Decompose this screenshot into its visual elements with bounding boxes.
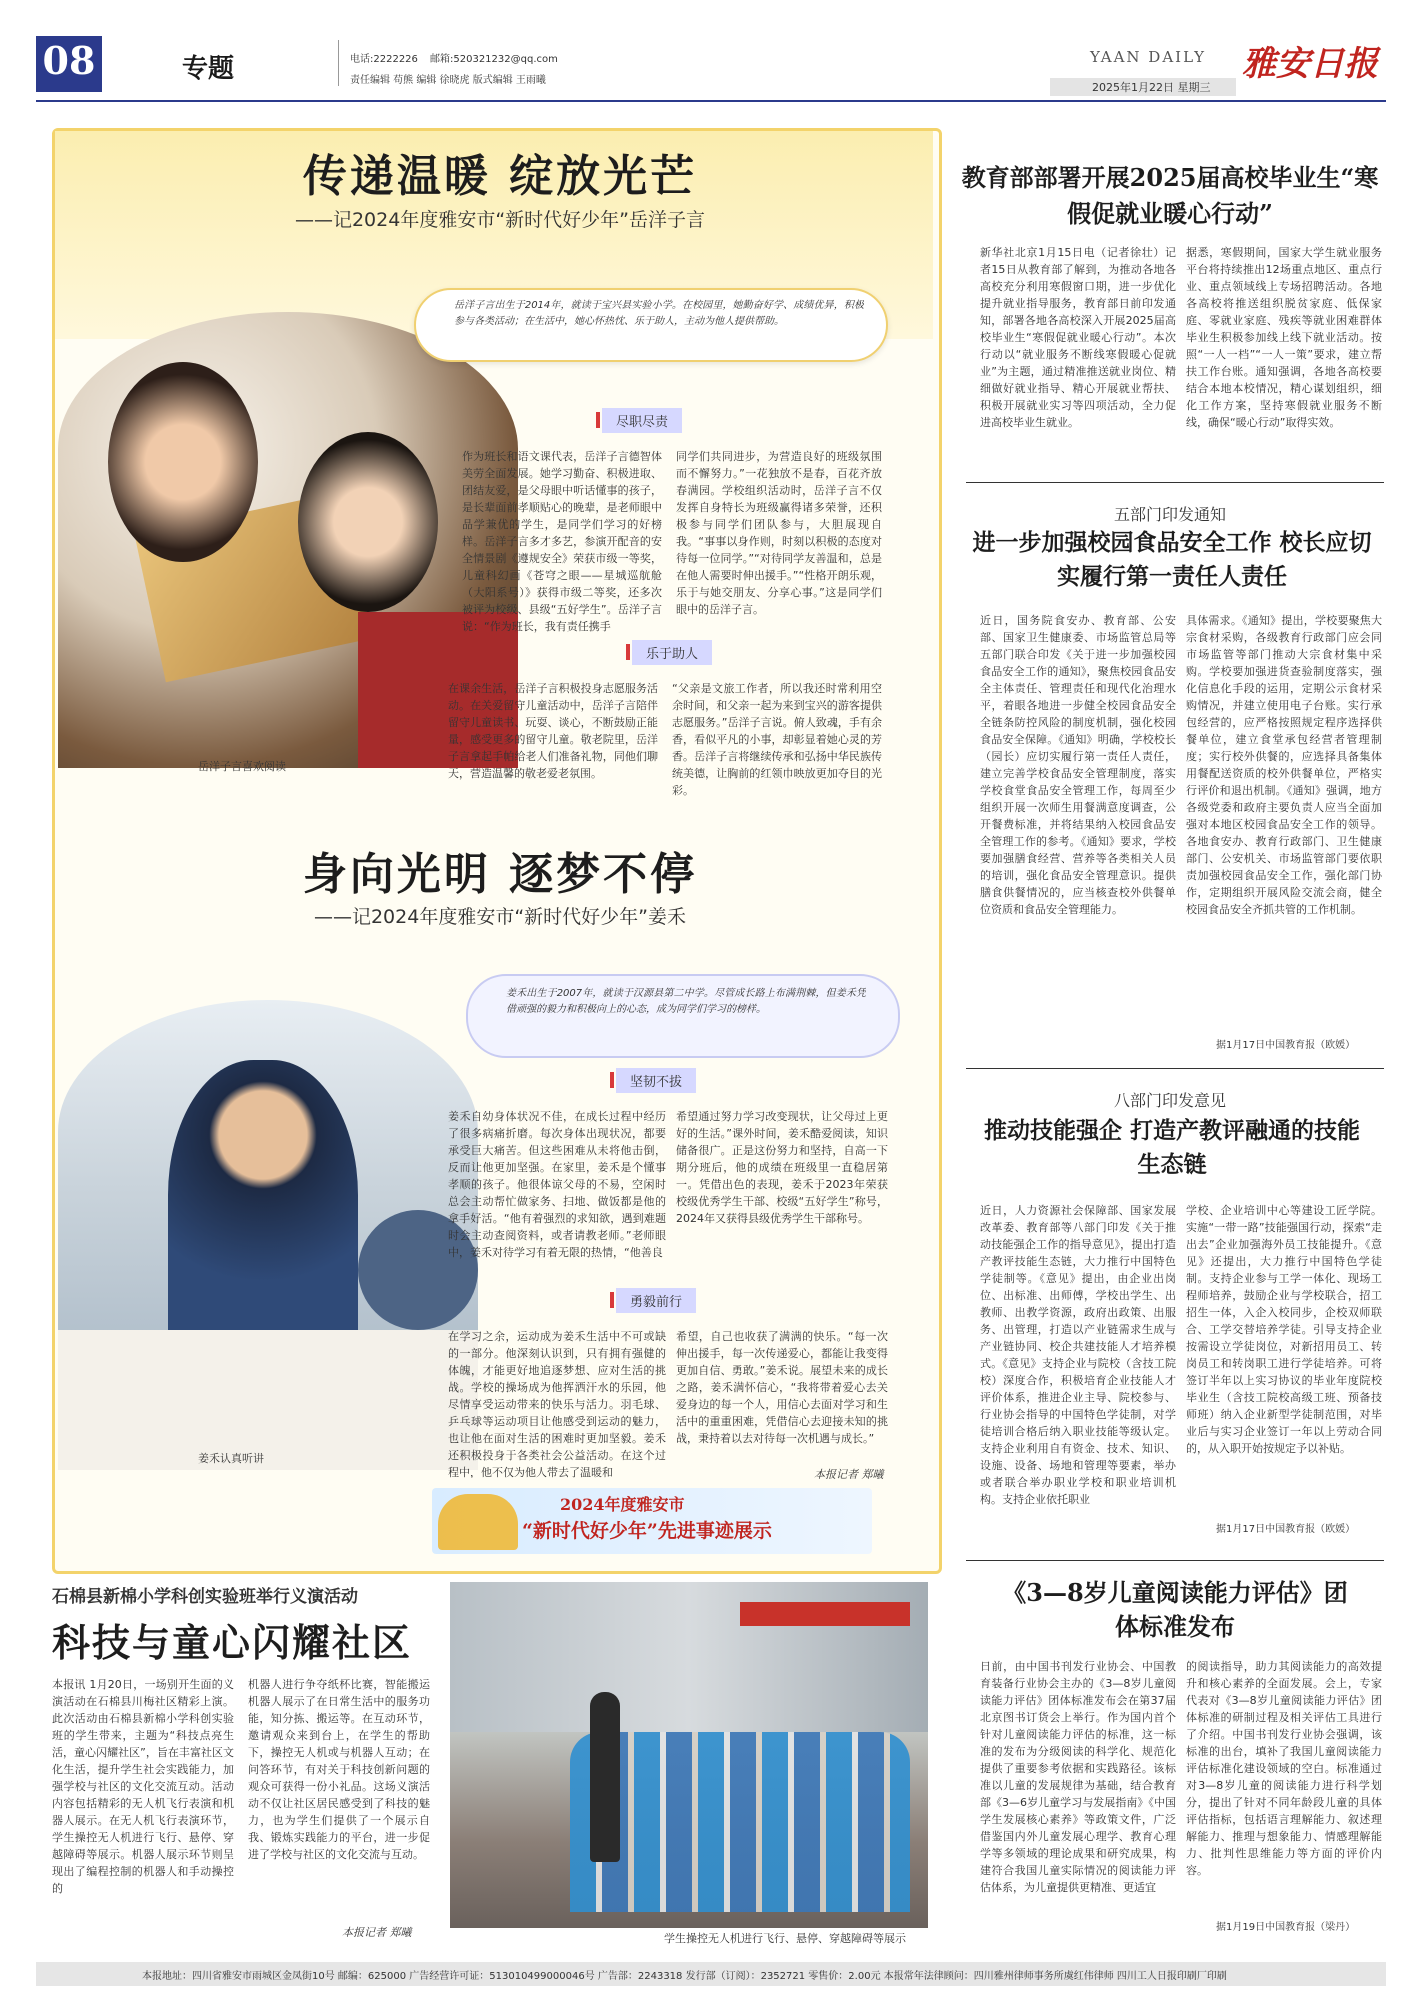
story1-intro: 岳洋子言出生于2014年，就读于宝兴县实验小学。在校园里，她勤奋好学、成绩优异，积极参与各类活动；在生活中，她心怀热忱、乐于助人，主动为他人提供帮助。	[454, 300, 864, 327]
children-group	[570, 1732, 910, 1912]
desk-shape	[58, 1330, 478, 1470]
issue-date: 2025年1月22日 星期三	[1092, 81, 1211, 94]
masthead-rule	[36, 100, 1386, 102]
contact-phone: 电话:2222226	[350, 54, 418, 65]
section-name: 专题	[182, 54, 235, 84]
story1-title: 传递温暖 绽放光芒	[302, 151, 698, 202]
story2-label-perseverance: 坚韧不拔	[616, 1068, 696, 1093]
bottom-photo	[450, 1582, 928, 1928]
page-number: 08	[42, 38, 96, 83]
banner-line1: 2024年度雅安市	[560, 1495, 685, 1514]
a3-body-right: 学校、企业培训中心等建设工匠学院。实施“一带一路”技能强国行动，探索“走出去”企业加强海外员工技能提升。《意见》还提出，大力推行中国特色学徒制。支持企业参与工学一体化、现场工程师培养，鼓励企业与学校联合，招工招生一体，入企入校同步，企校双师联合、工学交替培养学徒。引导支持企业按需设立学徒岗位，对新招用员工、转岗员工和转岗职工进行学徒培养。可将签订半年以上实习协议的毕业年度院校毕业生（含技工院校高级工班、预备技师班）纳入企业新型学徒制范围，对毕业后与实习企业签订一年以上劳动合同的，从入职开始按规定予以补贴。	[1186, 1204, 1382, 1455]
figure-adult	[108, 362, 258, 562]
a2-rule	[966, 1068, 1384, 1069]
story2-text-col4: 希望，自己也收获了满满的快乐。“每一次伸出援手，每一次传递爱心，都能让我变得更加自信、勇敢。”姜禾说。展望未来的成长之路，姜禾满怀信心，“我将带着爱心去关爱身边的每一个人，用信心去面对学习和生活中的重重困难，凭借信心去迎接未知的挑战，秉持着以去对待每一次机遇与成长。”	[676, 1330, 888, 1445]
story2-photo	[58, 1000, 478, 1470]
contact-email: 邮箱:520321232@qq.com	[430, 54, 558, 65]
a2-body-left: 近日，国务院食安办、教育部、公安部、国家卫生健康委、市场监管总局等五部门联合印发《关于进一步加强校园食品安全工作的通知》，聚焦校园食品安全主体责任、管理责任和现代化治理水平，着眼各地进一步健全校园食品安全全链条防控风险的制度机制，强化校园食品安全保障。《通知》明确，学校校长（园长）应切实履行第一责任人责任，建立完善学校食品安全管理制度，落实学校食堂食品安全管理工作，每周至少组织开展一次师生用餐满意度调查，公开餐费标准，并将结果纳入校园食品安全管理工作的参考。《通知》要求，学校要加强膳食经营、营养等各类相关人员的培训，强化食品安全管理意识。提供膳食供餐情况的，应当核查校外供餐单位资质和食品安全管理能力。	[980, 614, 1176, 916]
a2-kicker: 五部门印发通知	[1113, 505, 1226, 524]
a2-title: 进一步加强校园食品安全工作 校长应切实履行第一责任人责任	[972, 529, 1372, 590]
bottom-body-left: 本报讯 1月20日，一场别开生面的义演活动在石棉县川梅社区精彩上演。此次活动由石棉县新棉小学科创实验班的学生带来，主题为“科技点亮生活，童心闪耀社区”，旨在丰富社区文化生活，提升学生社会实践能力，加强学校与社区的文化交流互动。活动内容包括精彩的无人机飞行表演和机器人展示。在无人机飞行表演环节，学生操控无人机进行飞行、悬停、穿越障碍等展示。机器人展示环节则呈现出了编程控制的机器人和手动操控的	[52, 1678, 234, 1895]
banner-line2: “新时代好少年”先进事迹展示	[522, 1520, 772, 1542]
a3-body-left: 近日，人力资源社会保障部、国家发展改革委、教育部等八部门印发《关于推动技能强企工作的指导意见》，提出打造产教评技能生态链，大力推行中国特色学徒制等。《意见》提出，由企业出岗位、出标准、出师傅，学校出学生、出教师、出教学资源，政府出政策、出服务、出管理，打造以产业链需求生成与产业链协同、校企共建技能人才培养模式。《意见》支持企业与院校（含技工院校）深度合作，积极培育企业技能人才评价体系，推进企业主导、院校参与、行业协会指导的中国特色学徒制，对学徒培训合格后纳入职业技能等级认定。支持企业利用自有资金、技术、知识、设施、设备、场地和管理等要素，举办或者联合举办职业学校和职业培训机构。支持企业依托职业	[980, 1204, 1176, 1506]
bottom-title: 科技与童心闪耀社区	[52, 1620, 413, 1665]
a1-title: 教育部部署开展2025届高校毕业生“寒假促就业暖心行动”	[961, 163, 1379, 228]
story1-text-col1: 作为班长和语文课代表，岳洋子言德智体美劳全面发展。她学习勤奋、积极进取、团结友爱，是父母眼中听话懂事的孩子，是长辈面前孝顺贴心的晚辈，是老师眼中品学兼优的学生，是同学们学习的好榜样。岳洋子言多才多艺，参演开配音的安全情景剧《遵规安全》荣获市级一等奖，儿童科幻画《苍穹之眼——星城巡航舱（大阳系号）》获得市级二等奖，还多次被评为校级、县级“五好学生”。岳洋子言说：“作为班长，我有责任携手	[462, 450, 662, 633]
bottom-body-right: 机器人进行争夺纸杯比赛，智能搬运机器人展示了在日常生活中的服务功能，知分拣、搬运等。在互动环节，邀请观众来到台上，在学生的帮助下，操控无人机或与机器人互动；在问答环节，有对关于科技创新问题的观众可获得一份小礼品。这场义演活动不仅让社区居民感受到了科技的魅力，也为学生们提供了一个展示自我、锻炼实践能力的平台，进一步促进了学校与社区的文化交流与互动。	[248, 1678, 430, 1861]
red-banner-shape	[740, 1602, 910, 1626]
bottom-byline: 本报记者 郑曦	[342, 1926, 412, 1939]
a1-rule	[966, 482, 1384, 483]
a4-body-right: 的阅读指导，助力其阅读能力的高效提升和核心素养的全面发展。会上，专家代表对《3—8岁儿童阅读能力评估》团体标准的研制过程及相关评估工具进行了介绍。中国书刊发行业协会强调，该标准的出台，填补了我国儿童阅读能力评估标准化建设领域的空白。标准通过对3—8岁儿童的阅读能力进行科学划分，提出了针对不同年龄段儿童的具体评估指标，包括语言理解能力、叙述理解能力、推理与想象能力、情感理解能力、批判性思维能力等方面的评价内容。	[1186, 1660, 1382, 1877]
a4-body-left: 日前，由中国书刊发行业协会、中国教育装备行业协会主办的《3—8岁儿童阅读能力评估》团体标准发布会在第37届北京图书订货会上举行。作为国内首个针对儿童阅读能力评估的标准，这一标准的发布为分级阅读的科学化、规范化提供了重要参考依据和实践路径。该标准以儿童的发展规律为基础，结合教育部《3—6岁儿童学习与发展指南》《中国学生发展核心素养》等政策文件，广泛借鉴国内外儿童发展心理学、教育心理学等多领域的理论成果和研究成果，构建符合我国儿童实际情况的阅读能力评估体系，为儿童提供更精准、更适宜	[980, 1660, 1176, 1894]
student-figure	[168, 1060, 358, 1360]
story2-text-col1: 姜禾自幼身体状况不佳，在成长过程中经历了很多病痛折磨。每次身体出现状况，都要承受巨大痛苦。但这些困难从未将他击倒，反而让他更加坚强。在家里，姜禾是个懂事孝顺的孩子。他很体谅父母的不易，空闲时总会主动帮忙做家务、扫地、做饭都是他的拿手好活。“他有着强烈的求知欲，遇到难题时会主动查阅资料，或者请教老师。”老师眼中，姜禾对待学习有着无限的热情，“他善良	[448, 1110, 666, 1259]
story1-label-helpful: 乐于助人	[632, 640, 712, 665]
story1-label-responsible: 尽职尽责	[602, 408, 682, 433]
bottom-kicker: 石棉县新棉小学科创实验班举行义演活动	[52, 1587, 358, 1607]
paper-name-en: YAAN DAILY	[1090, 48, 1206, 66]
story2-intro: 姜禾出生于2007年，就读于汉源县第二中学。尽管成长路上布满荆棘，但姜禾凭借顽强的毅力和积极向上的心态，成为同学们学习的榜样。	[506, 988, 866, 1015]
a4-source: 据1月19日中国教育报（梁丹）	[1216, 1922, 1356, 1933]
footer-text: 本报地址：四川省雅安市雨城区金凤街10号 邮编：625000 广告经营许可证：513010499000046号 广告部：2243318 发行部（订阅）：2352721 零售价：2.00元 本报常年法律顾问：四川雅州律师事务所虞红伟律师 四川工人日报印刷厂印刷	[142, 1971, 1227, 1982]
story2-label-forward: 勇毅前行	[616, 1288, 696, 1313]
story1-text-col2: 同学们共同进步，为营造良好的班级氛围而不懈努力。”一花独放不是春，百花齐放春满园。学校组织活动时，岳洋子言不仅发挥自身特长为班级赢得诸多荣誉，还积极参与同学们团队参与，大胆展现自我。“事事以身作则，时刻以积极的态度对待每一位同学。”“对待同学友善温和，总是在他人需要时伸出援手。”“性格开朗乐观，乐于与她交朋友、分享心事。”这是同学们眼中的岳洋子言。	[676, 450, 882, 616]
story1-text-col4: “父亲是文旅工作者，所以我还时常利用空余时间，和父亲一起为来到宝兴的游客提供志愿服务。”岳洋子言说。俯人致魂，手有余香，看似平凡的小事，却彰显着她心灵的芳香。岳洋子言将继续传承和弘扬中华民族传统美德，让胸前的红领巾映放更加夺目的光彩。	[672, 682, 882, 797]
paper-name-cn: 雅安日报	[1242, 44, 1378, 84]
a1-body-right: 据悉，寒假期间，国家大学生就业服务平台将持续推出12场重点地区、重点行业、重点领域线上专场招聘活动。各地各高校将推送组织脱贫家庭、低保家庭、零就业家庭、残疾等就业困难群体毕业生积极参加线上线下就业活动。按照“一人一档”“一人一策”要求，建立帮扶工作台账。通知强调，各地各高校要结合本地本校情况，精心谋划组织，细化工作方案，坚持寒假就业服务不断线，确保“暖心行动”取得实效。	[1186, 246, 1382, 429]
a4-title: 《3—8岁儿童阅读能力评估》团体标准发布	[1002, 1578, 1348, 1641]
editors-line: 责任编辑 苟熊 编辑 徐晓虎 版式编辑 王雨曦	[350, 75, 546, 86]
figure-child	[298, 432, 438, 612]
a2-source: 据1月17日中国教育报（欧媛）	[1216, 1040, 1356, 1051]
story2-text-col2: 希望通过努力学习改变现状，让父母过上更好的生活。”课外时间，姜禾酷爱阅读，知识储备很广。正是这份努力和坚持，自高一下期分班后，他的成绩在班级里一直稳居第一。凭借出色的表现，姜禾于2023年荣获校级优秀学生干部、校级“五好学生”称号，2024年又获得县级优秀学生干部称号。	[676, 1110, 888, 1225]
story1-text-col3: 在课余生活，岳洋子言积极投身志愿服务活动。在关爱留守儿童活动中，岳洋子言陪伴留守儿童读书、玩耍、谈心，不断鼓励正能量，感受更多的留守儿童。敬老院里，岳洋子言拿起手帕给老人们准备礼物，同他们聊天，营造温馨的敬老爱老氛围。	[448, 682, 658, 780]
story1-photo-caption: 岳洋子言喜欢阅读	[198, 760, 286, 773]
a3-kicker: 八部门印发意见	[1113, 1091, 1226, 1110]
story2-photo-caption: 姜禾认真听讲	[198, 1452, 264, 1465]
story2-byline: 本报记者 郑曦	[814, 1468, 884, 1481]
banner-silhouette	[438, 1494, 518, 1550]
masthead-divider	[338, 40, 339, 86]
a3-source: 据1月17日中国教育报（欧媛）	[1216, 1524, 1356, 1535]
story1-subtitle: ——记2024年度雅安市“新时代好少年”岳洋子言	[294, 209, 706, 231]
a1-body-left: 新华社北京1月15日电（记者徐壮）记者15日从教育部了解到，为推动各地各高校充分利用寒假窗口期，进一步优化提升就业指导服务，教育部日前印发通知，部署各地各高校深入开展2025届高校毕业生“寒假促就业暖心行动”。本次行动以“就业服务不断线寒假暖心促就业”为主题，通过精准推送就业岗位、精细做好就业指导、精心开展就业帮扶、积极开展就业实习等四项活动，全力促进高校毕业生就业。	[980, 246, 1176, 429]
bottom-photo-caption: 学生操控无人机进行飞行、悬停、穿越障碍等展示	[664, 1932, 906, 1945]
story2-title: 身向光明 逐梦不停	[302, 849, 698, 900]
adult-figure	[590, 1692, 620, 1862]
a3-title: 推动技能强企 打造产教评融通的技能生态链	[983, 1117, 1360, 1178]
a3-rule	[966, 1560, 1384, 1561]
story2-text-col3: 在学习之余，运动成为姜禾生活中不可或缺的一部分。他深刻认识到，只有拥有强健的体魄，才能更好地追逐梦想、应对生活的挑战。学校的操场成为他挥洒汗水的乐园，他尽情享受运动带来的快乐与活力。羽毛球、乒乓球等运动项目让他感受到运动的魅力，也让他在面对生活的困难时更加坚毅。姜禾还积极投身于各类社会公益活动。在这个过程中，他不仅为他人带去了温暖和	[448, 1330, 666, 1478]
story2-subtitle: ——记2024年度雅安市“新时代好少年”姜禾	[313, 906, 687, 928]
a2-body-right: 具体需求。《通知》提出，学校要聚焦大宗食材采购，各级教育行政部门应会同市场监管等部门推动大宗食材集中采购。学校要加强进货查验制度落实，强化信息化手段的运用，定期公示食材采购情况，并建立使用电子台账。实行承包经营的，应严格按照规定程序选择供餐单位，建立食堂承包经营者管理制度；实行校外供餐的，应选择具备集体用餐配送资质的校外供餐单位，严格实行评价和退出机制。《通知》强调，地方各级党委和政府主要负责人应当全面加强对本地区校园食品安全工作的领导。各地食安办、教育行政部门、卫生健康部门、公安机关、市场监管部门要依职责加强校园食品安全工作，强化部门协作，定期组织开展风险交流会商，健全校园食品安全齐抓共管的工作机制。	[1186, 614, 1382, 916]
